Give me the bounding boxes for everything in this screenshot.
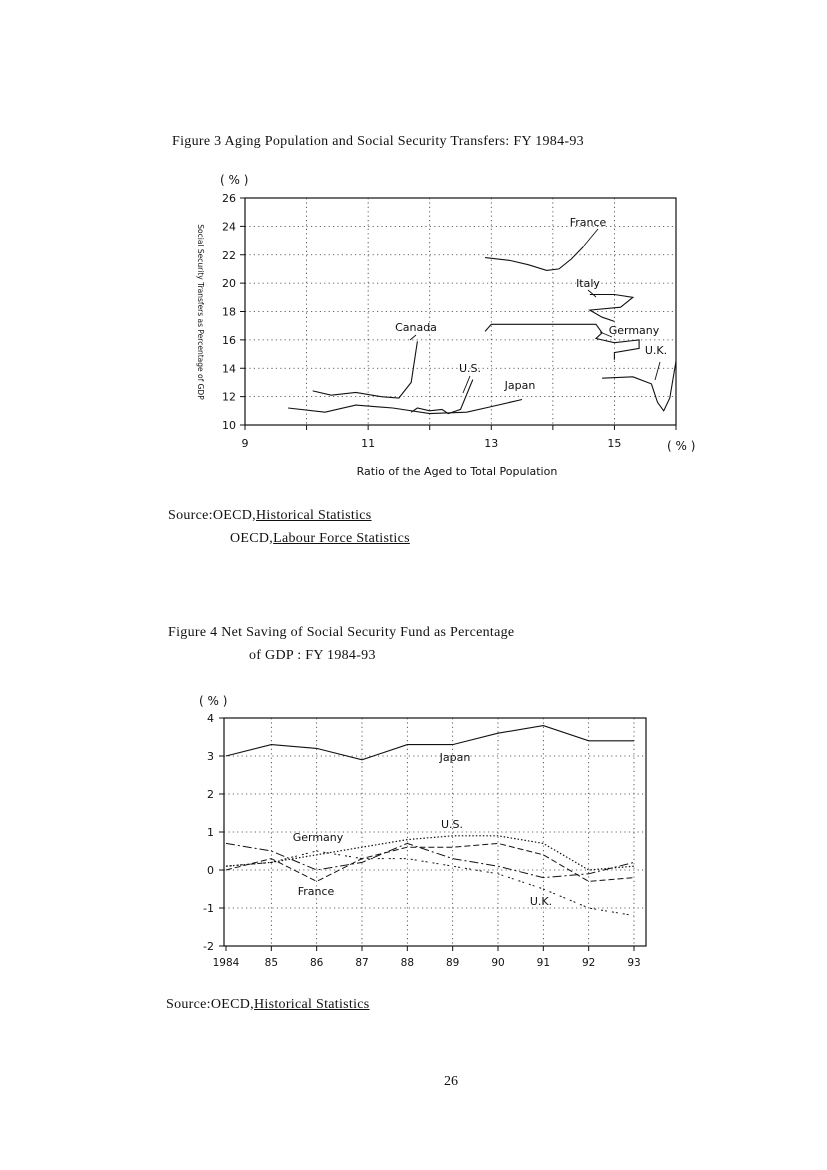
figure4-label-germany: Germany xyxy=(292,831,344,844)
figure3-label-italy: Italy xyxy=(576,277,600,290)
figure4-x-tick-label: 88 xyxy=(400,957,415,969)
figure4-x-tick-label: 90 xyxy=(491,957,505,969)
figure3-y-tick-label: 14 xyxy=(222,362,236,376)
figure3-y-unit: ( % ) xyxy=(220,173,249,187)
figure3-label-germany: Germany xyxy=(608,324,660,337)
figure3-leader-u-s xyxy=(463,376,470,393)
figure4-y-tick-label: 4 xyxy=(207,712,214,725)
figure4-x-tick-label: 86 xyxy=(309,957,324,969)
figure3-label-japan: Japan xyxy=(504,379,536,392)
figure3-source-historical: Historical Statistics xyxy=(255,508,372,523)
figure4-x-tick-label: 87 xyxy=(355,957,369,969)
figure4-title-line2: of GDP : FY 1984-93 xyxy=(249,648,376,663)
figure3-label-france: France xyxy=(569,216,607,229)
figure4-source-prefix: Source:OECD, xyxy=(166,997,254,1012)
figure3-series-u-k xyxy=(602,361,676,411)
figure3-y-tick-label: 18 xyxy=(222,305,236,319)
figure3-leader-canada xyxy=(410,335,416,340)
figure3-series-labels xyxy=(395,216,667,393)
figure3-x-ticks xyxy=(242,425,677,450)
figure3-y-axis-label: Social Security Transfers as Percentage of GDP xyxy=(196,224,205,400)
figure3-source-line1 xyxy=(168,508,372,524)
page-number: 26 xyxy=(444,1074,458,1089)
figure3-x-axis-label: Ratio of the Aged to Total Population xyxy=(356,465,558,478)
figure3-series-italy xyxy=(590,295,633,322)
figure4-y-tick-label: 0 xyxy=(207,864,214,877)
figure4-y-tick-label: 3 xyxy=(207,750,214,763)
figure4-y-tick-label: 1 xyxy=(207,826,214,839)
figure3-y-tick-label: 20 xyxy=(222,277,236,291)
figure4-plot-frame xyxy=(224,718,646,946)
figure3-title: Figure 3 Aging Population and Social Security Transfers: FY 1984-93 xyxy=(172,134,584,149)
figure4-x-tick-label: 92 xyxy=(581,957,596,969)
figure3-series-japan xyxy=(288,400,522,414)
figure4-x-tick-label: 85 xyxy=(264,957,279,969)
figure3-source-line2 xyxy=(230,531,410,547)
figure3-series-canada xyxy=(313,341,418,398)
figure4-series-labels xyxy=(293,751,552,908)
figure3-source-prefix: Source:OECD, xyxy=(168,508,256,523)
figure4-series-u-s xyxy=(226,836,634,870)
figure3-y-tick-label: 22 xyxy=(222,248,236,262)
figure3-y-tick-label: 12 xyxy=(222,390,236,404)
figure4-y-tick-label: 2 xyxy=(207,788,214,801)
figure3-y-tick-label: 16 xyxy=(222,333,236,347)
figure3-series-france xyxy=(485,246,583,270)
figure3-x-tick-label: 13 xyxy=(484,437,499,450)
figure4-label-u-s: U.S. xyxy=(440,818,464,831)
figure3-label-u-k: U.K. xyxy=(644,344,668,357)
figure4-label-japan: Japan xyxy=(439,751,471,764)
figure4-y-unit: ( % ) xyxy=(199,694,228,708)
figure4-series-france xyxy=(226,843,634,881)
figure3-y-tick-label: 26 xyxy=(222,192,236,205)
figure3-label-u-s: U.S. xyxy=(458,362,482,375)
figure4-source xyxy=(166,997,370,1013)
figure4-x-tick-label: 91 xyxy=(536,957,551,969)
figure3-y-tick-label: 24 xyxy=(222,220,236,234)
figure3-x-tick-label: 15 xyxy=(607,437,622,450)
figure4-label-u-k: U.K. xyxy=(529,895,553,908)
figure3-x-unit: ( % ) xyxy=(667,439,696,453)
figure3-series-u-s xyxy=(411,380,473,414)
figure4-y-tick-label: -1 xyxy=(203,902,214,915)
figure3-source-prefix-2: OECD, xyxy=(230,531,274,546)
figure3-source-labour: Labour Force Statistics xyxy=(273,531,410,546)
figure4-source-historical: Historical Statistics xyxy=(253,997,370,1012)
figure3-x-tick-label: 11 xyxy=(361,437,376,450)
figure3-leader-u-k xyxy=(655,362,660,380)
figure4-series-japan xyxy=(226,726,634,760)
figure3-grid xyxy=(245,198,676,425)
figure3-label-canada: Canada xyxy=(395,321,437,334)
figure3-leader-italy xyxy=(588,290,596,297)
figure3-leader-france xyxy=(584,229,598,246)
figure4-x-tick-label: 1984 xyxy=(212,957,240,969)
figure3-x-tick-label: 9 xyxy=(241,437,249,450)
figure3-y-tick-label: 10 xyxy=(222,419,236,432)
figure4-label-france: France xyxy=(297,885,335,898)
figure4-series xyxy=(226,726,634,916)
figure4-x-ticks xyxy=(213,946,641,969)
figure3-y-ticks xyxy=(222,192,245,432)
figure4-y-ticks xyxy=(203,712,224,953)
figure4-title-line1: Figure 4 Net Saving of Social Security Fund as Percentage xyxy=(168,625,515,640)
figure4-x-tick-label: 89 xyxy=(445,957,460,969)
figure4-grid xyxy=(224,718,646,946)
figure4-x-tick-label: 93 xyxy=(627,957,641,969)
figure4-y-tick-label: -2 xyxy=(203,940,214,953)
